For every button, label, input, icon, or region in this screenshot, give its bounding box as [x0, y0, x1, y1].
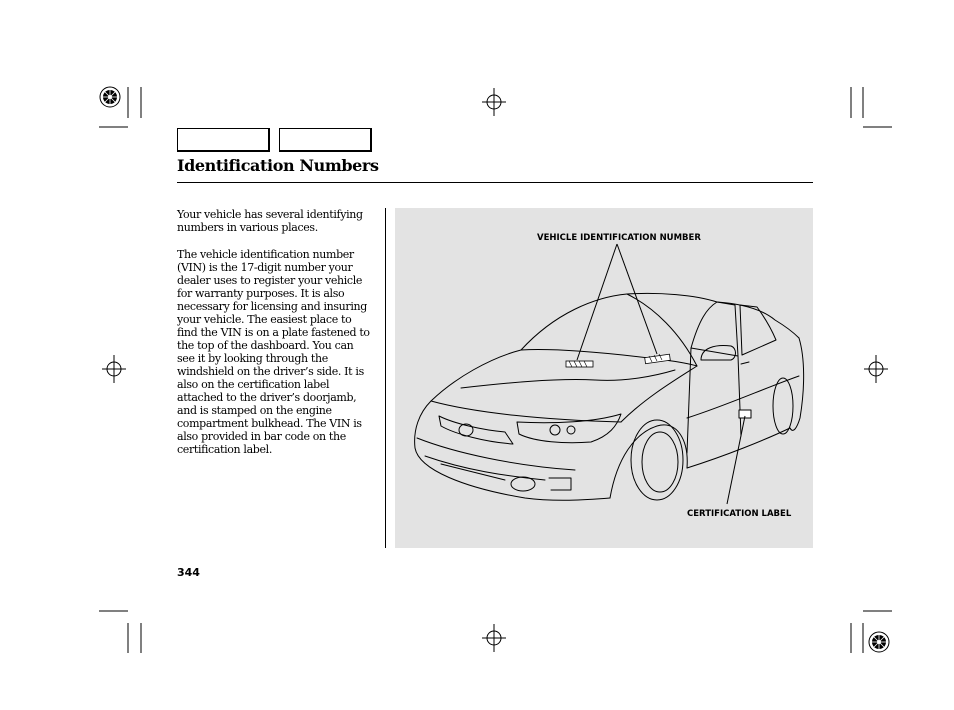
- text-line: compartment bulkhead. The VIN is: [177, 417, 362, 430]
- text-line: The vehicle identification number: [177, 248, 354, 261]
- header-tab-2[interactable]: [279, 128, 372, 152]
- header-tab-1[interactable]: [177, 128, 270, 152]
- text-line: dealer uses to register your vehicle: [177, 274, 363, 287]
- text-line: numbers in various places.: [177, 221, 318, 234]
- text-line: for warranty purposes. It is also: [177, 287, 345, 300]
- column-divider: [385, 208, 386, 548]
- registration-mark-right: [864, 355, 888, 383]
- page-number: 344: [177, 566, 200, 579]
- vehicle-figure: [395, 208, 813, 548]
- text-line: your vehicle. The easiest place to: [177, 313, 352, 326]
- text-line: also provided in bar code on the: [177, 430, 346, 443]
- vin-callout-label: VEHICLE IDENTIFICATION NUMBER: [537, 233, 701, 243]
- text-line: certification label.: [177, 443, 272, 456]
- text-line: and is stamped on the engine: [177, 404, 332, 417]
- certification-callout-label: CERTIFICATION LABEL: [687, 509, 792, 519]
- text-line: Your vehicle has several identifying: [177, 208, 363, 221]
- text-line: also on the certification label: [177, 378, 330, 391]
- car-illustration-icon: [395, 208, 813, 548]
- text-line: windshield on the driver’s side. It is: [177, 365, 364, 378]
- text-line: (VIN) is the 17-digit number your: [177, 261, 353, 274]
- starburst-mark-top-left: [100, 87, 120, 107]
- text-line: find the VIN is on a plate fastened to: [177, 326, 370, 339]
- intro-paragraph: [177, 208, 377, 234]
- registration-mark-bottom: [482, 624, 506, 652]
- text-line: necessary for licensing and insuring: [177, 300, 367, 313]
- text-line: attached to the driver’s doorjamb,: [177, 391, 357, 404]
- vin-paragraph: [177, 248, 377, 456]
- starburst-mark-bottom-right: [869, 632, 889, 652]
- text-line: see it by looking through the: [177, 352, 328, 365]
- registration-mark-top: [482, 88, 506, 116]
- title-divider: [177, 182, 813, 183]
- page-title: Identification Numbers: [177, 156, 379, 175]
- text-line: the top of the dashboard. You can: [177, 339, 354, 352]
- registration-mark-left: [102, 355, 126, 383]
